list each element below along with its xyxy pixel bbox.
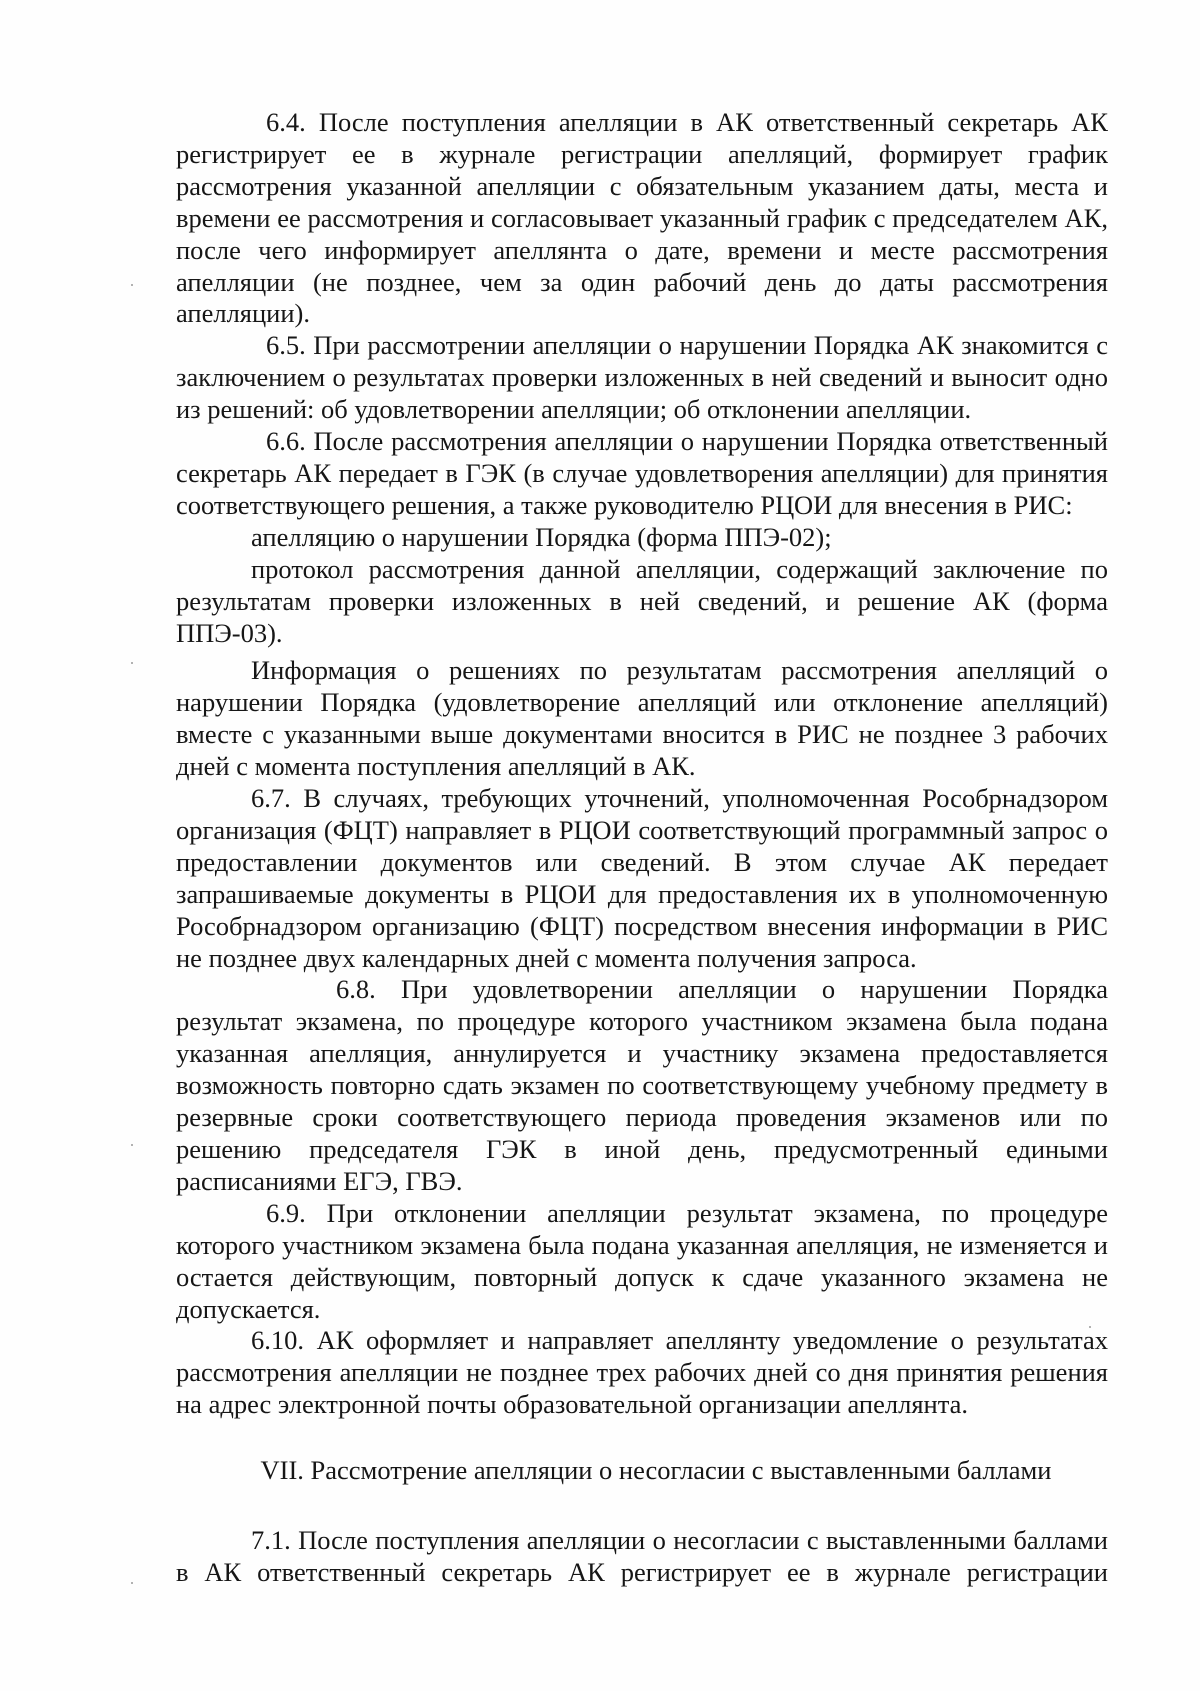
section-heading: VII. Рассмотрение апелляции о несогласии с выставленными баллами: [260, 1455, 1052, 1486]
paragraph-list-item-protocol: протокол рассмотрения данной апелляции, содержащий заключение по результатам проверки изложенных в ней сведений, и решение АК (форма ППЭ-03).: [176, 553, 1108, 648]
scan-speck: [131, 662, 133, 664]
paragraph-list-item-appeal: апелляцию о нарушении Порядка (форма ППЭ-02);: [251, 521, 832, 552]
scan-speck: [131, 1582, 133, 1584]
paragraph-7-1: 7.1. После поступления апелляции о несогласии с выставленными баллами в АК ответственный секретарь АК регистрирует ее в журнале регистрации: [176, 1525, 1108, 1587]
paragraph-6-6: 6.6. После рассмотрения апелляции о нарушении Порядка ответственный секретарь АК передает в ГЭК (в случае удовлетворения апелляции) для принятия соответствующего решения, а также руководителю РЦОИ для внесения в РИС:: [176, 426, 1108, 520]
paragraph-6-7: 6.7. В случаях, требующих уточнений, уполномоченная Рособрнадзором организация (ФЦТ) направляет в РЦОИ соответствующий программный запрос о предоставлении документов или сведений. В этом случае АК передает запрашиваемые документы в РЦОИ для предоставления их в уполномоченную Рособрнадзором организацию (ФЦТ) посредством внесения информации в РИС не позднее двух календарных дней с момента получения запроса.: [176, 783, 1108, 973]
paragraph-information: Информация о решениях по результатам рассмотрения апелляций о нарушении Порядка (удовлетворение апелляций или отклонение апелляций) вместе с указанными выше документами вносится в РИС не позднее 3 рабочих дней с момента поступления апелляций в АК.: [176, 655, 1108, 782]
paragraph-6-8: 6.8. При удовлетворении апелляции о нарушении Порядка результат экзамена, по процедуре которого участником экзамена была подана указанная апелляция, аннулируется и участнику экзамена предоставляется возможность повторно сдать экзамен по соответствующему учебному предмету в резервные сроки соответствующего периода проведения экзаменов или по решению председателя ГЭК в иной день, предусмотренный едиными расписаниями ЕГЭ, ГВЭ.: [176, 974, 1108, 1196]
paragraph-6-5: 6.5. При рассмотрении апелляции о нарушении Порядка АК знакомится с заключением о результатах проверки изложенных в ней сведений и выносит одно из решений: об удовлетворении апелляции; об отклонении апелляции.: [176, 330, 1108, 425]
paragraph-6-9: 6.9. При отклонении апелляции результат экзамена, по процедуре которого участником экзамена была подана указанная апелляция, не изменяется и остается действующим, повторный допуск к сдаче указанного экзамена не допускается.: [176, 1197, 1108, 1324]
paragraph-6-4: 6.4. После поступления апелляции в АК ответственный секретарь АК регистрирует ее в журнале регистрации апелляций, формирует график рассмотрения указанной апелляции с обязательным указанием даты, места и времени ее рассмотрения и согласовывает указанный график с председателем АК, после чего информирует апеллянта о дате, времени и месте рассмотрения апелляции (не позднее, чем за один рабочий день до даты рассмотрения апелляции).: [176, 107, 1108, 329]
scan-speck: [131, 284, 133, 286]
document-body: [176, 107, 1108, 1589]
scan-speck: [131, 1144, 133, 1146]
paragraph-6-10: 6.10. АК оформляет и направляет апеллянту уведомление о результатах рассмотрения апелляции не позднее трех рабочих дней со дня принятия решения на адрес электронной почты образовательной организации апеллянта.: [176, 1325, 1108, 1420]
